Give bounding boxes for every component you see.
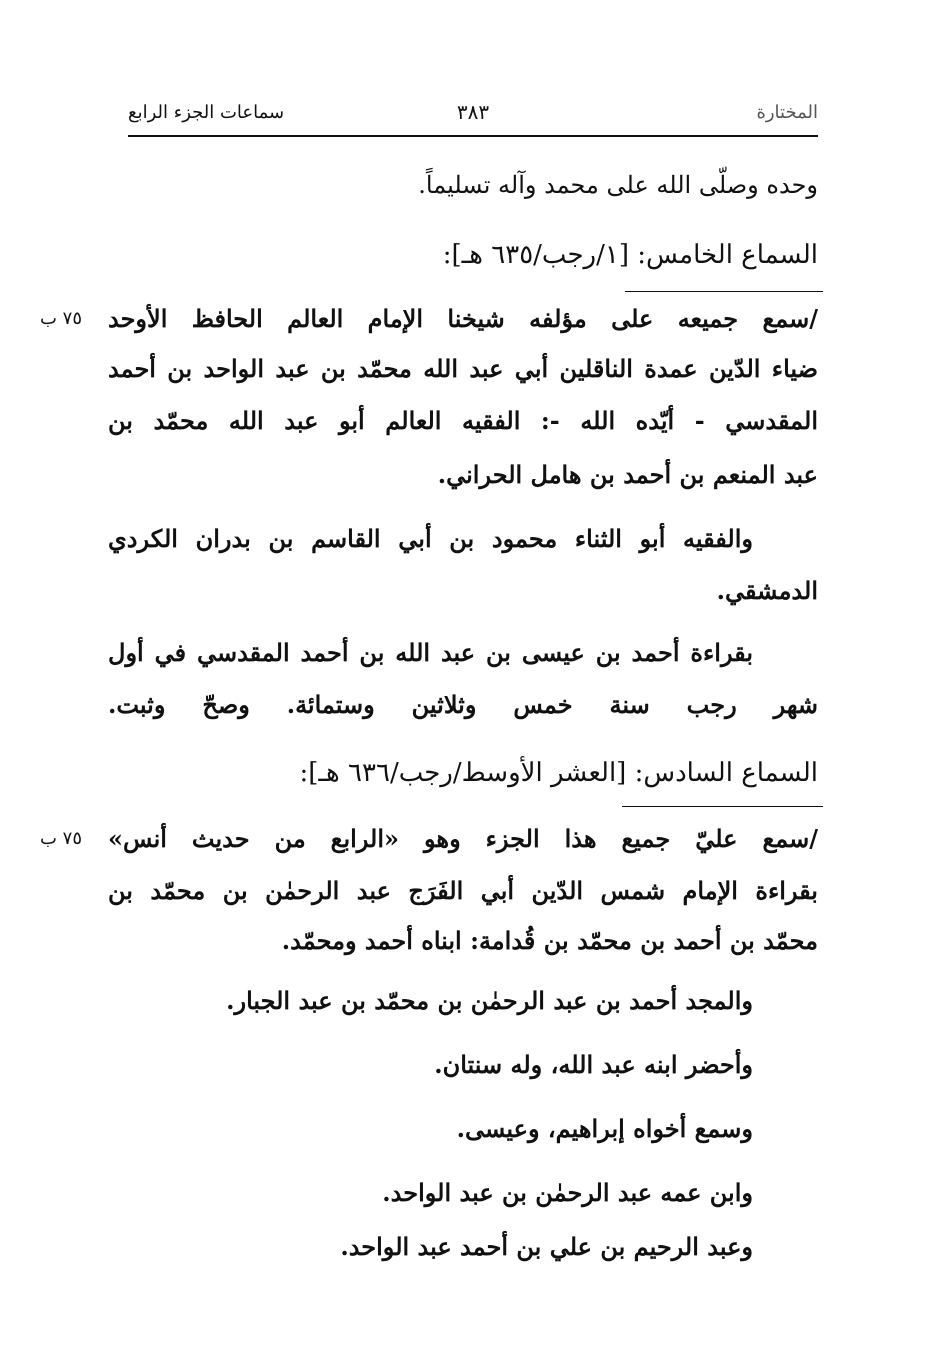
text-line: الدمشقي. xyxy=(716,576,818,605)
text-line: عبد المنعم بن أحمد بن هامل الحراني. xyxy=(437,460,818,489)
heading-underline xyxy=(622,806,823,807)
margin-folio-note: ٧٥ ب xyxy=(40,308,83,329)
text-line: بقراءة الإمام شمس الدّين أبي الفَرَج عبد الرحمٰن بن محمّد بن xyxy=(108,876,818,905)
margin-folio-note: ٧٥ ب xyxy=(40,828,83,849)
running-head-book-title: المختارة xyxy=(756,102,818,123)
text-line-closing: وحده وصلّى الله على محمد وآله تسليماً. xyxy=(418,171,818,199)
text-line: شهر رجب سنة خمس وثلاثين وستمائة. وصحّ وثبت. xyxy=(108,690,818,719)
page-number: ٣٨٣ xyxy=(456,100,490,124)
text-line: محمّد بن أحمد بن محمّد بن قُدامة: ابناه أحمد ومحمّد. xyxy=(281,926,818,955)
text-line: بقراءة أحمد بن عيسى بن عبد الله بن أحمد المقدسي في أول xyxy=(108,638,754,667)
heading-sixth-hearing: السماع السادس: [العشر الأوسط/رجب/٦٣٦ هـ]: xyxy=(299,758,818,788)
text-line: والمجد أحمد بن عبد الرحمٰن بن محمّد بن عبد الجبار. xyxy=(226,986,753,1015)
heading-fifth-hearing: السماع الخامس: [١/رجب/٦٣٥ هـ]: xyxy=(442,240,818,270)
text-line: وأحضر ابنه عبد الله، وله سنتان. xyxy=(434,1050,753,1079)
text-line: والفقيه أبو الثناء محمود بن أبي القاسم بن بدران الكردي xyxy=(108,524,753,553)
running-head xyxy=(128,96,818,130)
text-line: ضياء الدّين عمدة الناقلين أبي عبد الله محمّد بن عبد الواحد بن أحمد xyxy=(108,354,818,383)
text-line: /سمع جميعه على مؤلفه شيخنا الإمام العالم الحافظ الأوحد xyxy=(108,304,818,333)
text-line: وابن عمه عبد الرحمٰن بن عبد الواحد. xyxy=(382,1178,753,1207)
text-line: المقدسي - أيّده الله -: الفقيه العالم أبو عبد الله محمّد بن xyxy=(108,406,818,435)
text-line: وسمع أخواه إبراهيم، وعيسى. xyxy=(456,1114,753,1143)
text-line: وعبد الرحيم بن علي بن أحمد عبد الواحد. xyxy=(340,1232,753,1261)
text-line: /سمع عليّ جميع هذا الجزء وهو «الرابع من حديث أنس» xyxy=(108,824,818,853)
header-rule xyxy=(128,135,818,137)
heading-underline xyxy=(625,291,823,292)
running-head-section-title: سماعات الجزء الرابع xyxy=(128,102,285,123)
